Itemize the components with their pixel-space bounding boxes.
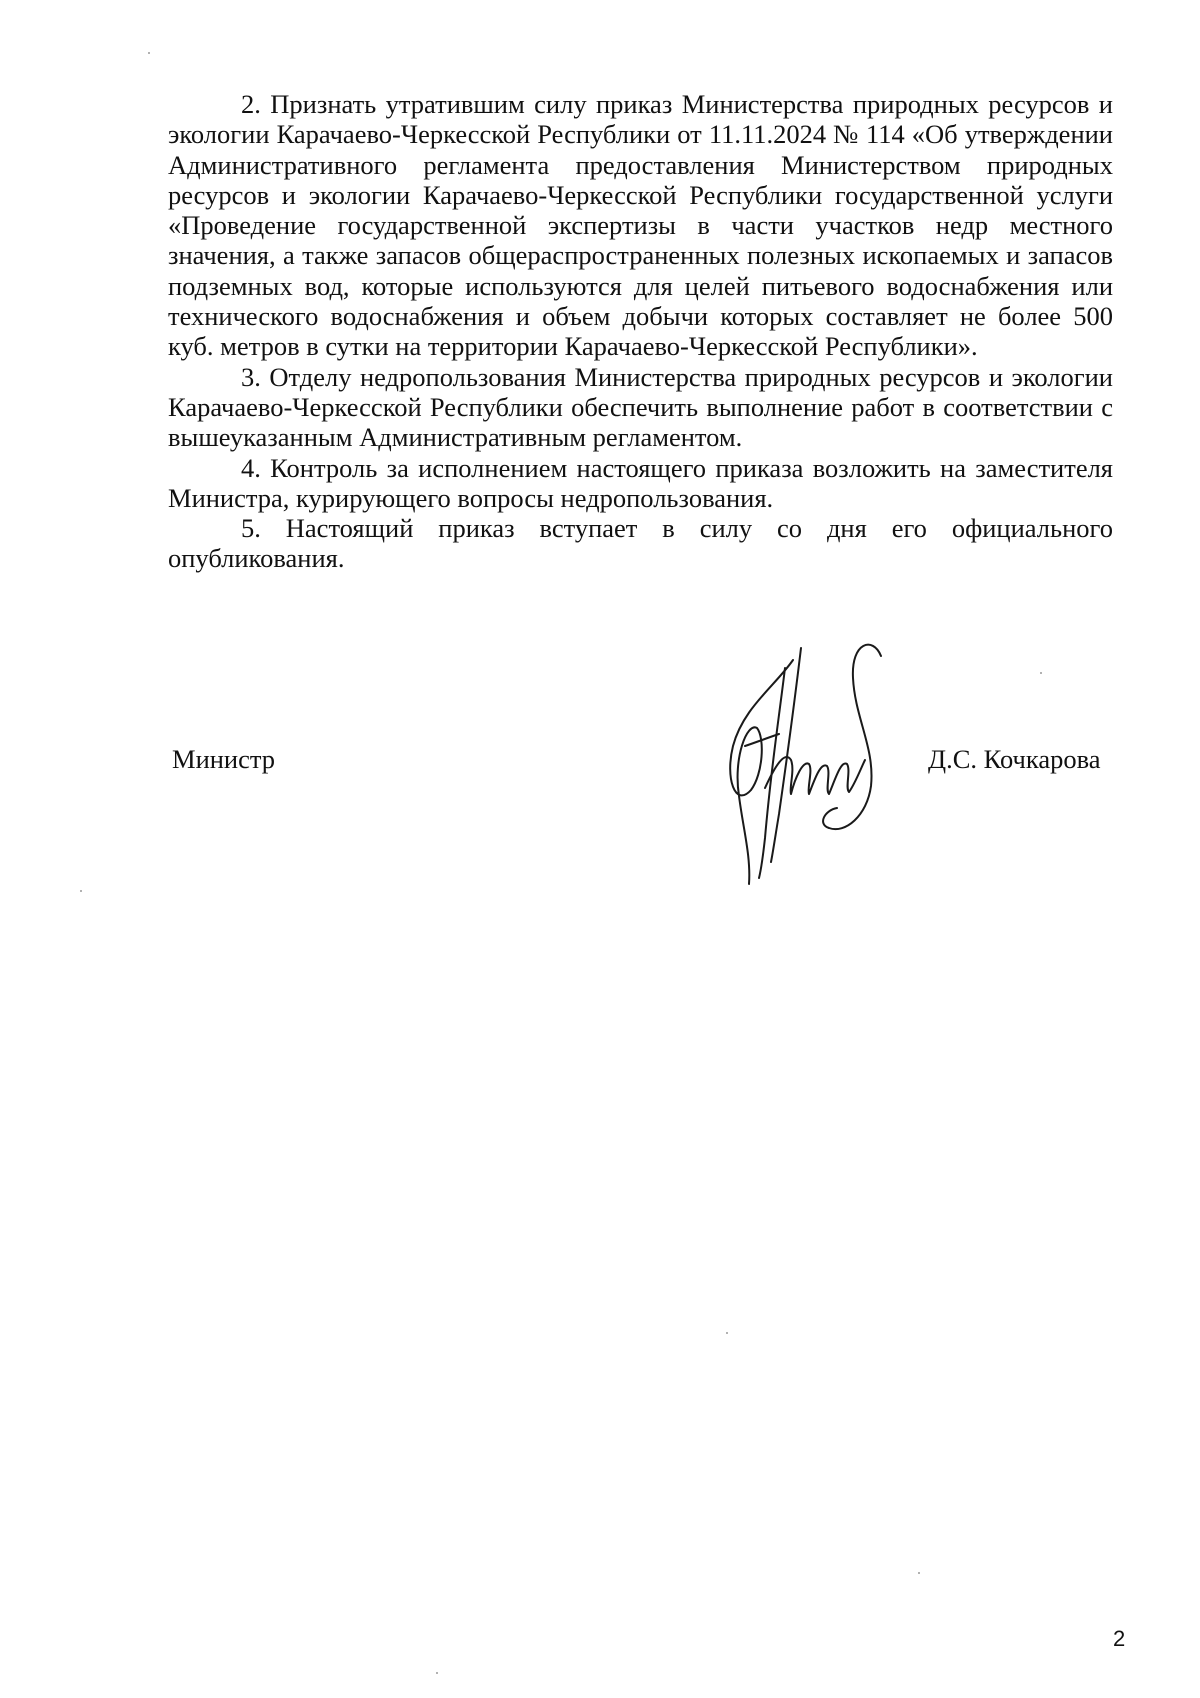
scan-speck xyxy=(726,1332,728,1334)
paragraph-3: 3. Отделу недропользования Министерства природных ресурсов и экологии Карачаево-Черкесской Республики обеспечить выполнение работ в соответствии с вышеуказанным Административным регламентом. xyxy=(168,361,1113,453)
scan-speck xyxy=(148,52,150,54)
paragraph-2: 2. Признать утратившим силу приказ Министерства природных ресурсов и экологии Карачаево-Черкесской Республики от 11.11.2024 № 114 «Об утверждении Административного регламента предоставления Министерством природных ресурсов и экологии Карачаево-Черкесской Республики государственной услуги «Проведение государственной экспертизы в части участков недр местного значения, а также запасов общераспространенных полезных ископаемых и запасов подземных вод, которые используются для целей питьевого водоснабжения или технического водоснабжения и объем добычи которых составляет не более 500 куб. метров в сутки на территории Карачаево-Черкесской Республики». xyxy=(168,89,1113,362)
scan-speck xyxy=(918,1572,920,1574)
scan-speck xyxy=(80,890,82,892)
paragraph-5: 5. Настоящий приказ вступает в силу со дня его официального опубликования. xyxy=(168,513,1113,574)
paragraph-4: 4. Контроль за исполнением настоящего приказа возложить на заместителя Министра, курирующего вопросы недропользования. xyxy=(168,452,1113,513)
scan-speck xyxy=(436,1672,438,1674)
signer-name: Д.С. Кочкарова xyxy=(928,744,1101,774)
page-number: 2 xyxy=(1113,1626,1126,1651)
handwritten-signature xyxy=(705,638,905,898)
signer-position: Министр xyxy=(172,744,276,774)
scan-speck xyxy=(1040,672,1042,674)
